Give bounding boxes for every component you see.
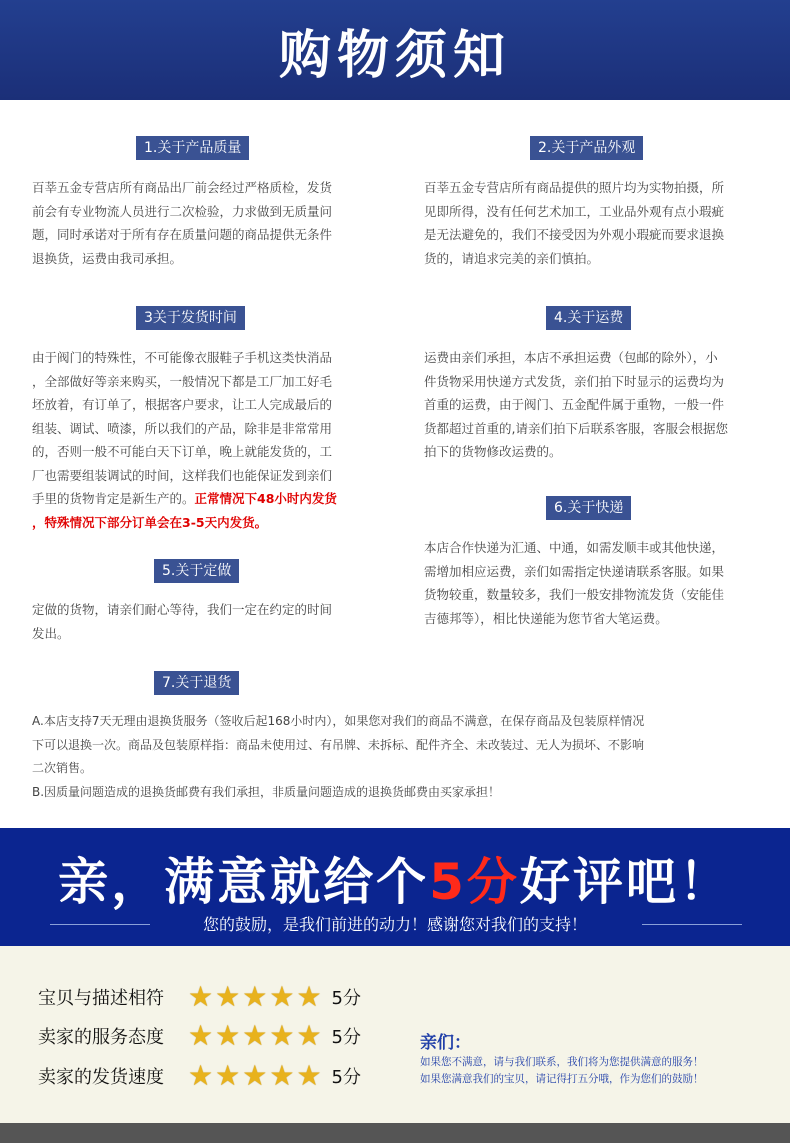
star-icon: ★ (215, 980, 241, 1013)
star-icon: ★ (269, 1059, 295, 1092)
text-line: 退换货，运费由我司承担。 (32, 250, 183, 266)
section-body-shipping-time (32, 346, 382, 534)
text-line: 发出。 (32, 625, 70, 641)
headline-highlight: 5分 (429, 853, 520, 911)
section-title-custom: 5.关于定做 (154, 559, 239, 583)
text-line: 题，同时承诺对于所有存在质量问题的商品提供无条件 (32, 227, 333, 242)
section-body-express (424, 536, 774, 630)
text-line: 吉德邦等），相比快递能为您节省大笔运费。 (424, 610, 668, 626)
note-title: 亲们： (420, 1033, 471, 1053)
section-title-quality: 1.关于产品质量 (136, 136, 249, 160)
text-line (32, 487, 382, 511)
section-body-returns (32, 710, 772, 804)
text-line: 件货物采用快递方式发货，亲们拍下时显示的运费均为 (424, 373, 725, 389)
text-line: 运费由亲们承担，本店不承担运费（包邮的除外），小 (424, 350, 718, 365)
star-rating (188, 1059, 322, 1092)
footer-bar (0, 1123, 790, 1143)
star-icon: ★ (296, 980, 322, 1013)
text-line: ，全部做好等亲来购买，一般情况下都是工厂加工好毛 (32, 373, 333, 389)
section-body-quality (32, 176, 377, 270)
text-line: 货物较重，数量较多，我们一般安排物流发货（安能佳 (424, 587, 725, 602)
highlight-text: 正常情况下48小时内发货 (194, 491, 337, 506)
page-title: 购物须知 (278, 25, 511, 86)
text-line: 是无法避免的，我们不接受因为外观小瑕疵而要求退换 (424, 227, 725, 242)
text-line: 厂也需要组装调试的时间，这样我们也能保证发到亲们 (32, 467, 333, 483)
rating-label: 卖家的发货速度 (38, 1067, 164, 1088)
section-title-shipping-time: 3关于发货时间 (136, 306, 245, 330)
text-line: 需增加相应运费，亲们如需指定快递请联系客服。如果 (424, 563, 725, 579)
rating-row-delivery (38, 1061, 361, 1091)
text-line: 下可以退换一次。商品及包装原样指：商品未使用过、有吊牌、未拆标、配件齐全、未改装过、无人为损坏、不影响 (32, 737, 645, 752)
text-line: 百莘五金专营店所有商品出厂前会经过严格质检，发货 (32, 180, 333, 195)
star-icon: ★ (269, 1019, 295, 1052)
rating-label: 卖家的服务态度 (38, 1027, 164, 1048)
star-rating (188, 1019, 322, 1052)
rating-score: 5分 (331, 1067, 361, 1088)
text-line: 的，否则一般不可能白天下订单，晚上就能发货的，工 (32, 444, 333, 459)
star-icon: ★ (296, 1059, 322, 1092)
rating-row-service (38, 1021, 361, 1051)
text-line: 由于阀门的特殊性，不可能像衣服鞋子手机这类快消品 (32, 350, 333, 365)
text-line: 坯放着，有订单了，根据客户要求，让工人完成最后的 (32, 397, 333, 412)
text-line: 组装、调试、喷漆，所以我们的产品，除非是非常常用 (32, 420, 333, 436)
section-body-custom (32, 598, 382, 645)
section-body-appearance (424, 176, 774, 270)
section-title-freight: 4.关于运费 (546, 306, 631, 330)
text-line: 货都超过首重的,请亲们拍下后联系客服，客服会根据您 (424, 420, 728, 436)
rating-score: 5分 (331, 1027, 361, 1048)
star-icon: ★ (215, 1059, 241, 1092)
star-icon: ★ (188, 1019, 214, 1052)
star-icon: ★ (215, 1019, 241, 1052)
star-icon: ★ (269, 980, 295, 1013)
banner-headline (0, 842, 790, 914)
star-icon: ★ (188, 1059, 214, 1092)
text-line: 货的，请追求完美的亲们慎拍。 (424, 250, 600, 266)
rating-row-description (38, 982, 361, 1012)
section-title-express: 6.关于快递 (546, 496, 631, 520)
star-icon: ★ (242, 1019, 268, 1052)
text-line: 二次销售。 (32, 761, 93, 775)
text-line: 前会有专业物流人员进行二次检验，力求做到无质量问 (32, 203, 333, 219)
text-line: 见即所得，没有任何艺术加工，工业品外观有点小瑕疵 (424, 203, 725, 219)
text-line: 百莘五金专营店所有商品提供的照片均为实物拍摄，所 (424, 180, 725, 195)
text-plain: 手里的货物肯定是新生产的。 (32, 491, 195, 506)
page-header (0, 0, 790, 100)
text-line: B.因质量问题造成的退换货邮费有我们承担，非质量问题造成的退换货邮费由买家承担！ (32, 784, 501, 799)
text-line: 定做的货物，请亲们耐心等待，我们一定在约定的时间 (32, 602, 333, 617)
star-icon: ★ (242, 1059, 268, 1092)
rating-score: 5分 (331, 988, 361, 1009)
text-line: A.本店支持7天无理由退换货服务（签收后起168小时内），如果您对我们的商品不满意，在保存商品及包装原样情况 (32, 714, 645, 728)
highlight-text: ，特殊情况下部分订单会在3-5天内发货。 (32, 514, 268, 530)
headline-text: 好评吧！ (519, 853, 732, 911)
text-line: 本店合作快递为汇通、中通，如需发顺丰或其他快递， (424, 540, 725, 555)
text-line: 拍下的货物修改运费的。 (424, 444, 562, 459)
star-icon: ★ (296, 1019, 322, 1052)
section-title-appearance: 2.关于产品外观 (530, 136, 643, 160)
section-body-freight (424, 346, 774, 464)
note-line: 如果您满意我们的宝贝，请记得打五分哦，作为您们的鼓励！ (420, 1073, 704, 1085)
note-line: 如果您不满意，请与我们联系，我们将为您提供满意的服务！ (420, 1056, 704, 1068)
text-line: 首重的运费，由于阀门、五金配件属于重物，一般一件 (424, 397, 725, 412)
section-title-returns: 7.关于退货 (154, 671, 239, 695)
star-icon: ★ (242, 980, 268, 1013)
star-icon: ★ (188, 980, 214, 1013)
banner-subtitle: 您的鼓励，是我们前进的动力！感谢您对我们的支持！ (202, 915, 587, 934)
headline-text: 亲，满意就给个 (58, 853, 430, 911)
star-rating (188, 980, 322, 1013)
review-banner (0, 828, 790, 946)
rating-label: 宝贝与描述相符 (38, 988, 164, 1009)
